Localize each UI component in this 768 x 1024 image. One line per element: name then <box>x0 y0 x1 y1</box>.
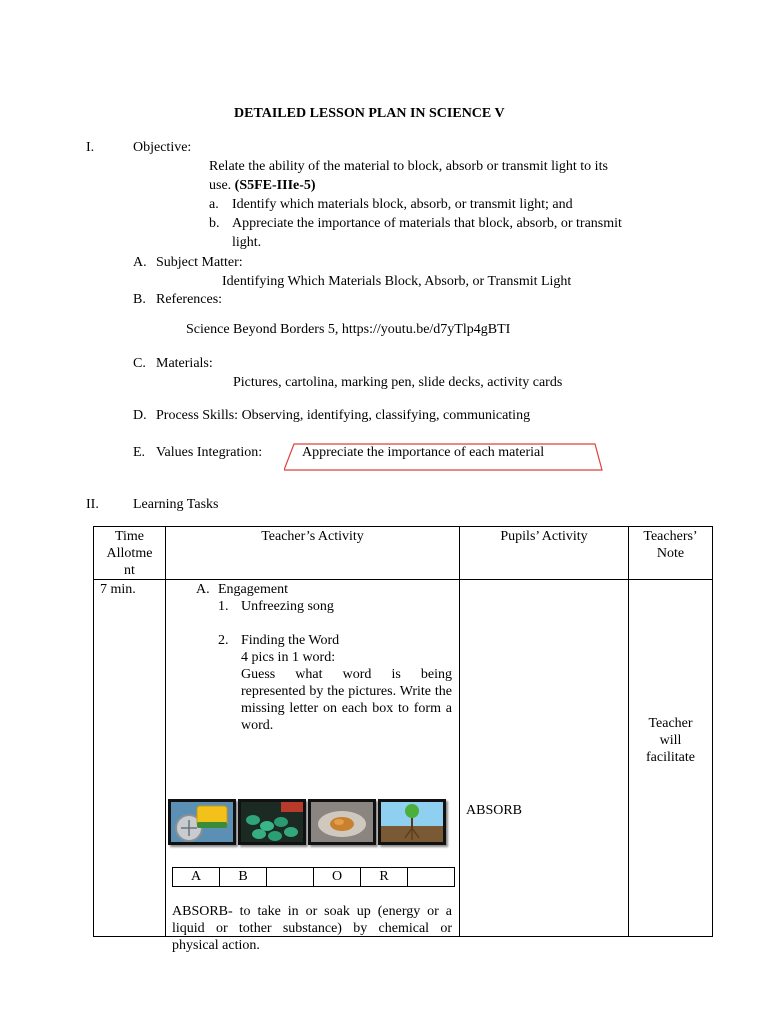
step1-marker: 1. <box>218 599 229 614</box>
note-line1: Teacher <box>648 716 693 731</box>
references-marker: B. <box>133 292 146 307</box>
header-pupils <box>460 527 629 580</box>
cell-teachers-note <box>629 580 713 937</box>
step2-description: Guess what word is being represented by the pictures. Write the missing letter on each box to form a word. <box>241 667 452 733</box>
header-note <box>629 527 713 580</box>
document-title: DETAILED LESSON PLAN IN SCIENCE V <box>234 106 505 121</box>
header-time-line2: Allotme <box>106 546 153 561</box>
objective-label: Objective: <box>133 140 192 155</box>
header-time-line3: nt <box>124 563 135 578</box>
step2-sub: 4 pics in 1 word: <box>241 650 336 665</box>
materials-label: Materials: <box>156 356 213 371</box>
spill-on-surface-icon <box>308 799 376 845</box>
step2-marker: 2. <box>218 633 229 648</box>
objective-item-b-marker: b. <box>209 216 220 231</box>
references-label: References: <box>156 292 223 307</box>
header-teacher-text: Teacher’s Activity <box>261 529 364 544</box>
table-header-row <box>94 527 713 580</box>
section-numeral: I. <box>86 140 95 155</box>
values-marker: E. <box>133 445 146 460</box>
green-beads-icon <box>238 799 306 845</box>
section2-numeral: II. <box>86 497 99 512</box>
objective-item-a: Identify which materials block, absorb, or transmit light; and <box>232 197 573 212</box>
learning-tasks-table <box>93 526 713 953</box>
letter-box-3 <box>267 868 314 887</box>
objective-line2-text: use. <box>209 178 235 193</box>
cell-teacher-activity <box>166 580 460 953</box>
engagement-heading: Engagement <box>218 582 288 597</box>
letter-boxes <box>172 867 455 887</box>
letter-box-5: R <box>361 868 408 887</box>
engagement-marker: A. <box>196 582 210 597</box>
header-note-line2: Note <box>656 546 685 561</box>
header-pupils-text: Pupils’ Activity <box>500 529 588 544</box>
letter-box-6 <box>408 868 455 887</box>
subject-matter-label: Subject Matter: <box>156 255 243 270</box>
subject-matter-value: Identifying Which Materials Block, Absorb, or Transmit Light <box>222 274 572 289</box>
letter-box-1: A <box>173 868 220 887</box>
objective-item-b-line2: light. <box>232 235 262 250</box>
plant-roots-icon <box>378 799 446 845</box>
header-note-line1: Teachers’ <box>643 529 698 544</box>
letter-box-4: O <box>314 868 361 887</box>
values-value: Appreciate the importance of each material <box>302 445 545 460</box>
cell-pupils-activity <box>460 580 629 937</box>
letter-box-2: B <box>220 868 267 887</box>
header-time-line1: Time <box>114 529 145 544</box>
header-time <box>94 527 166 580</box>
step1-text: Unfreezing song <box>241 599 334 614</box>
note-line3: facilitate <box>646 750 695 765</box>
objective-line2 <box>209 176 316 195</box>
competency-code: (S5FE-IIIe-5) <box>234 178 316 193</box>
time-value: 7 min. <box>100 582 136 597</box>
subject-matter-marker: A. <box>133 255 147 270</box>
cell-time <box>94 580 166 937</box>
header-teacher <box>166 527 460 580</box>
objective-item-b-line1: Appreciate the importance of materials that block, absorb, or transmit <box>232 216 622 231</box>
references-value: Science Beyond Borders 5, https://youtu.be/d7yTlp4gBTI <box>186 322 511 337</box>
table-row <box>94 580 713 937</box>
note-line2: will <box>659 733 682 748</box>
materials-marker: C. <box>133 356 146 371</box>
step2-text: Finding the Word <box>241 633 340 648</box>
objective-item-a-marker: a. <box>209 197 219 212</box>
materials-value: Pictures, cartolina, marking pen, slide decks, activity cards <box>233 375 563 390</box>
pupils-answer: ABSORB <box>466 803 523 818</box>
process-skills-marker: D. <box>133 408 147 423</box>
picture-strip <box>168 799 444 847</box>
sponge-on-drain-icon <box>168 799 236 845</box>
objective-line1: Relate the ability of the material to block, absorb or transmit light to its <box>209 159 608 174</box>
absorb-definition: ABSORB- to take in or soak up (energy or a liquid or tother substance) by chemical or physical action. <box>172 904 452 953</box>
values-label: Values Integration: <box>156 445 263 460</box>
process-skills: Process Skills: Observing, identifying, classifying, communicating <box>156 408 531 423</box>
learning-tasks-label: Learning Tasks <box>133 497 219 512</box>
